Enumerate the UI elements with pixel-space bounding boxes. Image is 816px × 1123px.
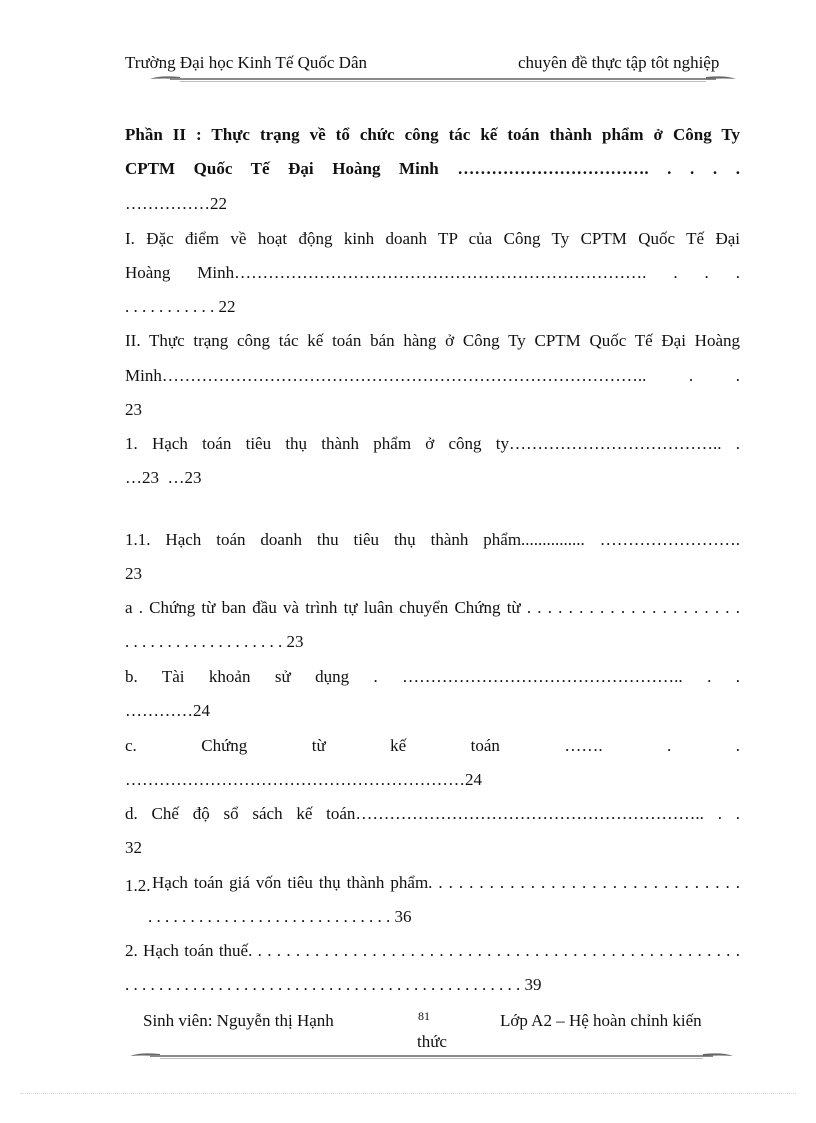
toc-item1-1-page: 23 — [125, 564, 142, 583]
toc-item-b-line1: b. Tài khoản sử dụng . ………………………………………….. . . — [125, 667, 740, 686]
footer-class-line2: thức — [417, 1032, 447, 1051]
toc-item-d-page: 32 — [125, 838, 142, 857]
toc-item-a-page: . . . . . . . . . . . . . . . . . . . 23 — [125, 632, 304, 651]
page-bottom-edge — [20, 1093, 796, 1094]
toc-item-c-page: ……………………………………………………24 — [125, 770, 482, 789]
toc-item2-page: . . . . . . . . . . . . . . . . . . . . . . . . . . . . . . . . . . . . . . . . . . . . . . . 39 — [125, 975, 542, 994]
footer-student-name: Sinh viên: Nguyễn thị Hạnh — [143, 1011, 334, 1030]
toc-item1-line1: 1. Hạch toán tiêu thụ thành phẩm ở công ty……………………………….. . — [125, 434, 740, 453]
toc-section2-line1: II. Thực trạng công tác kế toán bán hàng ở Công Ty CPTM Quốc Tế Đại Hoàng — [125, 331, 740, 350]
toc-item-d-line1: d. Chế độ sổ sách kế toán…………………………………………………….. . . — [125, 804, 740, 823]
toc-item1-2-line1: Hạch toán giá vốn tiêu thụ thành phẩm. . . . . . . . . . . . . . . . . . . . . . . . . . . . . . . — [152, 873, 740, 892]
footer-class-line1: Lớp A2 – Hệ hoàn chỉnh kiến — [500, 1011, 702, 1030]
toc-section2-page: 23 — [125, 400, 142, 419]
header-report-title: chuyên đề thực tập tôt nghiệp — [518, 53, 720, 72]
toc-item-c-line1: c. Chứng từ kế toán ……. . . — [125, 736, 740, 755]
page-number: 81 — [418, 1009, 430, 1023]
toc-item1-1-line1: 1.1. Hạch toán doanh thu tiêu thụ thành phẩm............... ……………………. — [125, 530, 740, 549]
header-ornamental-rule — [150, 77, 736, 84]
toc-section1-line1: I. Đặc điểm về hoạt động kinh doanh TP của Công Ty CPTM Quốc Tế Đại — [125, 229, 740, 248]
toc-item1-page: …23 …23 — [125, 468, 202, 487]
toc-part2-page: ……………22 — [125, 194, 227, 213]
toc-item2-line1: 2. Hạch toán thuế. . . . . . . . . . . . . . . . . . . . . . . . . . . . . . . . . . . . . . . . . . . . . . . . . . . . — [125, 941, 740, 960]
toc-item1-2-page: . . . . . . . . . . . . . . . . . . . . . . . . . . . . . 36 — [148, 907, 412, 926]
toc-part2-line2: CPTM Quốc Tế Đại Hoàng Minh ……………………………. . . . . — [125, 159, 740, 178]
toc-section2-line2: Minh………………………………………………………………………….. . . — [125, 366, 740, 385]
toc-section1-page: . . . . . . . . . . . 22 — [125, 297, 236, 316]
header-school-name: Trường Đại học Kinh Tế Quốc Dân — [125, 53, 368, 72]
footer-ornamental-rule — [130, 1054, 733, 1061]
toc-section1-line2: Hoàng Minh………………………………………………………………. . . . — [125, 263, 740, 282]
toc-item1-2-number: 1.2. — [125, 876, 151, 895]
toc-item-b-page: …………24 — [125, 701, 210, 720]
toc-item-a-line1: a . Chứng từ ban đầu và trình tự luân chuyển Chứng từ . . . . . . . . . . . . . . . . . . . . . — [125, 598, 740, 617]
toc-part2-line1: Phần II : Thực trạng về tổ chức công tác kế toán thành phẩm ở Công Ty — [125, 125, 740, 144]
